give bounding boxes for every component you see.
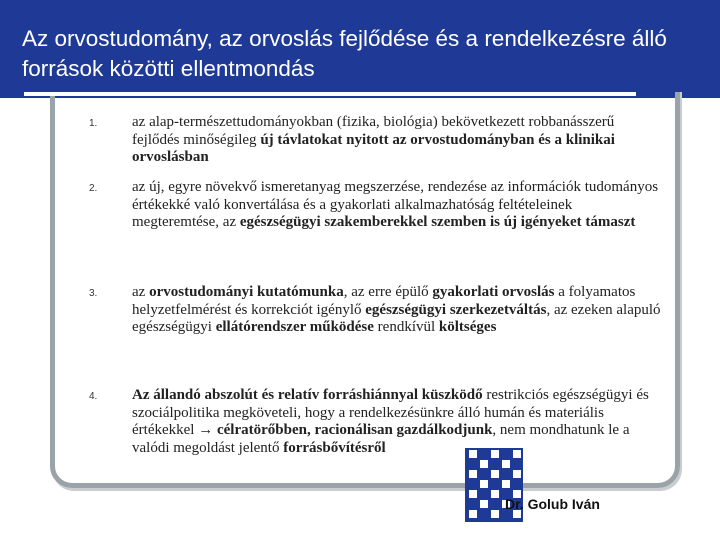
list-text bbox=[132, 387, 649, 456]
list-text bbox=[132, 114, 615, 165]
bold-text-run: Az állandó abszolút és relatív forráshiánnyal küszködő bbox=[132, 387, 483, 403]
text-run: , az ezeken alapuló egészségügyi bbox=[132, 301, 661, 335]
bold-text-run: gyakorlati orvoslás bbox=[432, 284, 555, 300]
text-run: a folyamatos helyzetfelmérést és korrekciót igénylő bbox=[132, 284, 636, 318]
logo-grid-cell bbox=[502, 480, 510, 488]
bold-text-run: célratörőbben, racionálisan gazdálkodjunk bbox=[216, 422, 493, 438]
bold-text-run: egészségügyi szakemberekkel szemben is új igényeket támaszt bbox=[239, 214, 636, 230]
bold-text-run: új távlatokat nyitott az orvostudományban és a klinikai orvoslásban bbox=[132, 131, 615, 165]
list-number: 2. bbox=[89, 183, 98, 194]
list-number: 1. bbox=[89, 118, 98, 129]
list-item bbox=[89, 114, 662, 167]
text-run: az új, egyre növekvő ismeretanyag megszerzése, rendezése az információk tudományos értékekké való konvertálása és a gyakorlati alkalmazhatóság feltételeinek megteremtése, az bbox=[132, 179, 659, 230]
logo-text: Dr. Golub Iván bbox=[505, 496, 600, 512]
text-run: az alap-természettudományokban (fizika, biológia) bekövetkezett robbanásszerű fejlődés minőségileg bbox=[132, 114, 615, 148]
logo-grid-cell bbox=[480, 460, 488, 468]
text-run: az bbox=[132, 284, 150, 300]
logo-grid-cell bbox=[469, 510, 477, 518]
logo-grid-cell bbox=[502, 460, 510, 468]
logo-grid-cell bbox=[491, 510, 499, 518]
logo-grid-cell bbox=[513, 470, 521, 478]
logo-grid-cell bbox=[480, 480, 488, 488]
bold-text-run: ellátórendszer működése bbox=[215, 319, 374, 335]
list-text bbox=[132, 284, 661, 335]
list-item bbox=[89, 387, 662, 457]
text-run: , az erre épülő bbox=[343, 284, 433, 300]
slide-title: Az orvostudomány, az orvoslás fejlődése és a rendelkezésre álló források közötti ellentmondás bbox=[22, 26, 667, 81]
bold-text-run: egészségügyi szerkezetváltás bbox=[365, 301, 547, 318]
bold-text-run: költséges bbox=[438, 319, 497, 335]
logo-grid-cell bbox=[491, 490, 499, 498]
list-text bbox=[132, 179, 658, 230]
bold-text-run: forrásbővítésről bbox=[283, 439, 386, 456]
logo-grid-cell bbox=[491, 450, 499, 458]
bold-text-run: orvostudományi kutatómunka bbox=[149, 284, 344, 300]
logo-grid-cell bbox=[480, 500, 488, 508]
text-run: , nem mondhatunk le a valódi megoldást jelentő bbox=[132, 422, 630, 456]
list-item bbox=[89, 179, 662, 232]
logo-grid-cell bbox=[469, 450, 477, 458]
text-run: rendkívül bbox=[373, 319, 439, 335]
list-item bbox=[89, 284, 662, 337]
logo-grid-cell bbox=[469, 470, 477, 478]
logo-grid-cell bbox=[513, 450, 521, 458]
logo-grid-cell bbox=[491, 470, 499, 478]
list-number: 4. bbox=[89, 391, 98, 402]
logo-grid-cell bbox=[469, 490, 477, 498]
text-run: restrikciós egészségügyi és szociálpolitika megköveteli, hogy a rendelkezésünkre álló humán és materiális értékekkel → bbox=[132, 387, 649, 438]
author-logo bbox=[465, 448, 615, 522]
list-number: 3. bbox=[89, 288, 98, 299]
